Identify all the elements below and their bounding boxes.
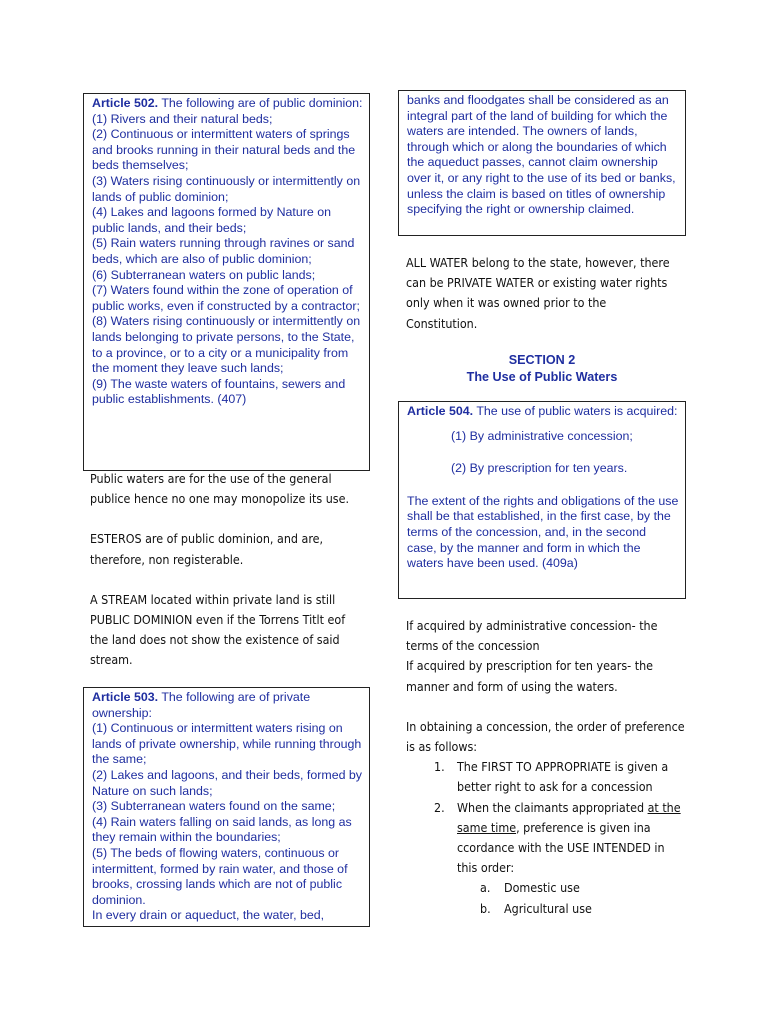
article-504-item: (1) By administrative concession;: [451, 428, 633, 443]
use-intended-list: [406, 878, 688, 918]
section-heading: [398, 352, 686, 385]
all-water-note-block: [406, 253, 681, 334]
article-502-heading: Article 502.: [92, 96, 159, 110]
public-waters-note: Public waters are for the use of the general publice hence no one may monopolize its use.: [90, 471, 349, 507]
list-number: 1.: [434, 759, 445, 775]
stream-note: A STREAM located within private land is still PUBLIC DOMINION even if the Torrens Titlt eof the land does not show the existence of said stream.: [90, 591, 346, 668]
article-502-intro-line: [92, 96, 363, 112]
domestic-use-text: Domestic use: [504, 880, 580, 896]
article-502-box: [83, 93, 370, 471]
right-notes: [406, 616, 688, 919]
article-502-item: (6) Subterranean waters on public lands;: [92, 267, 316, 282]
article-502-item: (7) Waters found within the zone of operation of public works, even if constructed by a contractor;: [92, 283, 360, 313]
admin-concession-note: If acquired by administrative concession- the terms of the concession: [406, 618, 658, 654]
article-503-item: (3) Subterranean waters found on the same;: [92, 799, 336, 814]
article-503-item: In every drain or aqueduct, the water, bed,: [92, 908, 325, 923]
article-504-closing: The extent of the rights and obligations of the use shall be that established, in the first case, by the terms of the concession, and, in the second case, by the manner and form in which the waters have been used. (409a): [407, 493, 679, 571]
list-item: [406, 878, 688, 898]
agricultural-use-text: Agricultural use: [504, 900, 592, 916]
article-503-heading: Article 503.: [92, 690, 159, 704]
list-letter: b.: [480, 900, 491, 916]
same-time-text-b: , preference is given ina ccordance with the USE INTENDED in this order:: [457, 819, 665, 876]
article-502-item: (5) Rain waters running through ravines or sand beds, which are also of public dominion;: [92, 236, 355, 266]
prescription-note: If acquired by prescription for ten years- the manner and form of using the waters.: [406, 658, 654, 694]
article-504-heading: Article 504.: [407, 404, 474, 418]
list-number: 2.: [434, 799, 445, 815]
article-503-continued-text: banks and floodgates shall be considered as an integral part of the land of building for which the waters are intended. The owners of lands, through which or along the boundaries of which the aqueduct passes, cannot claim ownership over it, or any right to the use of its bed or banks, unless the claim is based on titles of ownership specifying the right or ownership claimed.: [407, 93, 676, 217]
list-letter: a.: [480, 880, 491, 896]
list-item: [406, 899, 688, 919]
article-503-box: [83, 687, 370, 927]
article-502-item: (3) Waters rising continuously or intermittently on lands of public dominion;: [92, 173, 361, 204]
article-503-intro-line: [92, 690, 363, 721]
section-subtitle: The Use of Public Waters: [466, 369, 618, 384]
order-preference-intro: In obtaining a concession, the order of preference is as follows:: [406, 718, 685, 755]
article-504-box: [398, 401, 686, 599]
list-item: [406, 798, 688, 879]
article-502-item: (9) The waste waters of fountains, sewers and public establishments. (407): [92, 376, 346, 407]
article-503-continued-box: [398, 90, 686, 236]
section-title: SECTION 2: [508, 353, 576, 367]
article-502-item: (1) Rivers and their natural beds;: [92, 111, 273, 126]
left-notes: [90, 469, 358, 671]
article-503-item: (5) The beds of flowing waters, continuous or intermittent, formed by rain water, and those of brooks, crossing lands which are not of public dominion.: [92, 845, 348, 907]
article-504-intro-line: [407, 404, 679, 420]
article-502-intro: The following are of public dominion:: [161, 96, 363, 110]
esteros-note: ESTEROS are of public dominion, and are, therefore, non registerable.: [90, 531, 324, 567]
article-502-item: (4) Lakes and lagoons formed by Nature on public lands, and their beds;: [92, 205, 332, 235]
all-water-note: ALL WATER belong to the state, however, there can be PRIVATE WATER or existing water rights only when it was owned prior to the Constitution.: [406, 255, 670, 331]
article-503-item: (4) Rain waters falling on said lands, as long as they remain within the boundaries;: [92, 814, 352, 845]
article-504-intro: The use of public waters is acquired:: [476, 404, 678, 418]
article-504-item: (2) By prescription for ten years.: [451, 461, 628, 476]
first-to-appropriate-text: The FIRST TO APPROPRIATE is given a better right to ask for a concession: [457, 759, 669, 795]
article-502-item: (2) Continuous or intermittent waters of springs and brooks running in their natural beds and the beds themselves;: [92, 127, 356, 173]
same-time-text-a: When the claimants appropriated: [457, 799, 648, 815]
article-503-intro: The following are of private ownership:: [92, 690, 311, 720]
article-503-item: (1) Continuous or intermittent waters rising on lands of private ownership, while running through the same;: [92, 721, 362, 767]
same-time-underlined: at the same time: [457, 799, 681, 835]
list-item: [406, 757, 688, 797]
article-502-item: (8) Waters rising continuously or intermittently on lands belonging to private persons, to the State, to a province, or to a city or a municipality from the moment they leave such lands;: [92, 314, 361, 376]
preference-list: [406, 757, 688, 878]
article-503-item: (2) Lakes and lagoons, and their beds, formed by Nature on such lands;: [92, 767, 363, 798]
